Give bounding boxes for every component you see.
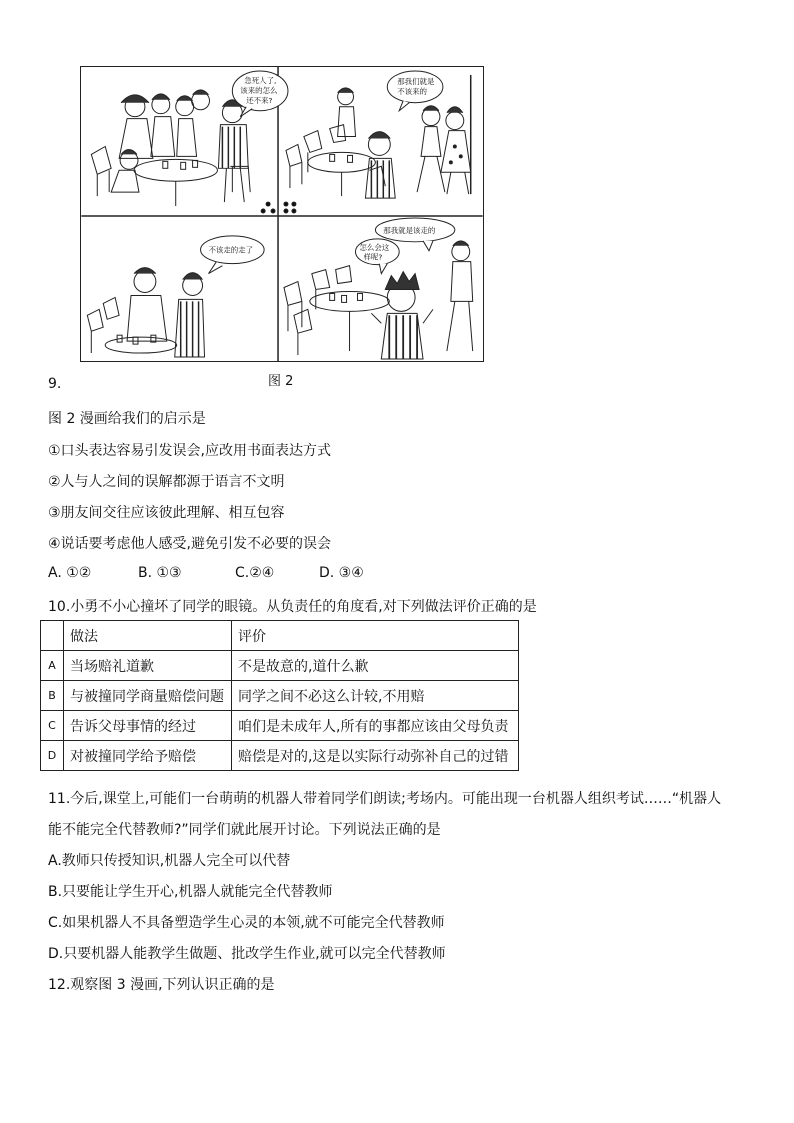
row-label: A — [41, 651, 64, 681]
q10-stem: 10.小勇不小心撞坏了同学的眼镜。从负责任的角度看,对下列做法评价正确的是 — [48, 599, 537, 615]
q9-item-2: ②人与人之间的误解都源于语言不文明 — [48, 474, 285, 490]
q9-options — [48, 565, 364, 581]
evaluation-cell: 不是故意的,道什么歉 — [232, 651, 519, 681]
practice-cell: 对被撞同学给予赔偿 — [64, 741, 232, 771]
row-label: B — [41, 681, 64, 711]
q9-option-a[interactable]: A. ①② — [48, 565, 92, 581]
evaluation-cell: 赔偿是对的,这是以实际行动弥补自己的过错 — [232, 741, 519, 771]
q11-stem-line-1: 11.今后,课堂上,可能们一台萌萌的机器人带着同学们朗读;考场内。可能出现一台机器人组织考试……“机器人 — [48, 791, 722, 807]
q9-item-4: ④说话要考虑他人感受,避免引发不必要的误会 — [48, 536, 331, 552]
q11-option-c[interactable]: C.如果机器人不具备塑造学生心灵的本领,就不可能完全代替教师 — [48, 915, 445, 931]
q9-item-3: ③朋友间交往应该彼此理解、相互包容 — [48, 505, 285, 521]
row-label: D — [41, 741, 64, 771]
bubble-text-p3: 不该走的走了 — [208, 245, 254, 255]
table-header-row — [41, 621, 519, 651]
q9-option-b[interactable]: B. ①③ — [138, 565, 182, 581]
q9-item-1: ①口头表达容易引发误会,应改用书面表达方式 — [48, 443, 331, 459]
q10-table — [40, 620, 519, 771]
header-cell-practice: 做法 — [64, 621, 232, 651]
header-cell-label — [41, 621, 64, 651]
figure-caption: 图 2 — [268, 374, 294, 389]
bubble-text-p4a: 怎么会这 样呢? — [359, 242, 390, 262]
q11-stem-line-2: 能不能完全代替教师?”同学们就此展开讨论。下列说法正确的是 — [48, 822, 441, 838]
practice-cell: 当场赔礼道歉 — [64, 651, 232, 681]
comic-strip — [81, 67, 483, 361]
q9-option-d[interactable]: D. ③④ — [319, 565, 364, 581]
evaluation-cell: 咱们是未成年人,所有的事都应该由父母负责 — [232, 711, 519, 741]
bubble-text-p4b: 那我就是该走的 — [383, 225, 436, 235]
evaluation-cell: 同学之间不必这么计较,不用赔 — [232, 681, 519, 711]
header-cell-evaluation: 评价 — [232, 621, 519, 651]
table-row — [41, 681, 519, 711]
practice-cell: 与被撞同学商量赔偿问题 — [64, 681, 232, 711]
q9-option-c[interactable]: C.②④ — [235, 565, 275, 581]
bubble-text-p2: 那我们就是 不该来的 — [397, 76, 435, 96]
practice-cell: 告诉父母事情的经过 — [64, 711, 232, 741]
panel-2 — [284, 71, 471, 213]
q12-stem: 12.观察图 3 漫画,下列认识正确的是 — [48, 977, 275, 993]
row-label: C — [41, 711, 64, 741]
table-row — [41, 741, 519, 771]
q11-option-b[interactable]: B.只要能让学生开心,机器人就能完全代替教师 — [48, 884, 333, 900]
comic-figure — [80, 66, 484, 362]
panel-4 — [284, 218, 473, 359]
q9-stem: 图 2 漫画给我们的启示是 — [48, 411, 206, 427]
bubble-text-p1: 急死人了, 该来的怎么 还不来? — [240, 75, 278, 105]
table-row — [41, 711, 519, 741]
q9-number: 9. — [48, 376, 62, 392]
table-row — [41, 651, 519, 681]
q11-option-d[interactable]: D.只要机器人能教学生做题、批改学生作业,就可以完全代替教师 — [48, 946, 446, 962]
q11-option-a[interactable]: A.教师只传授知识,机器人完全可以代替 — [48, 853, 291, 869]
